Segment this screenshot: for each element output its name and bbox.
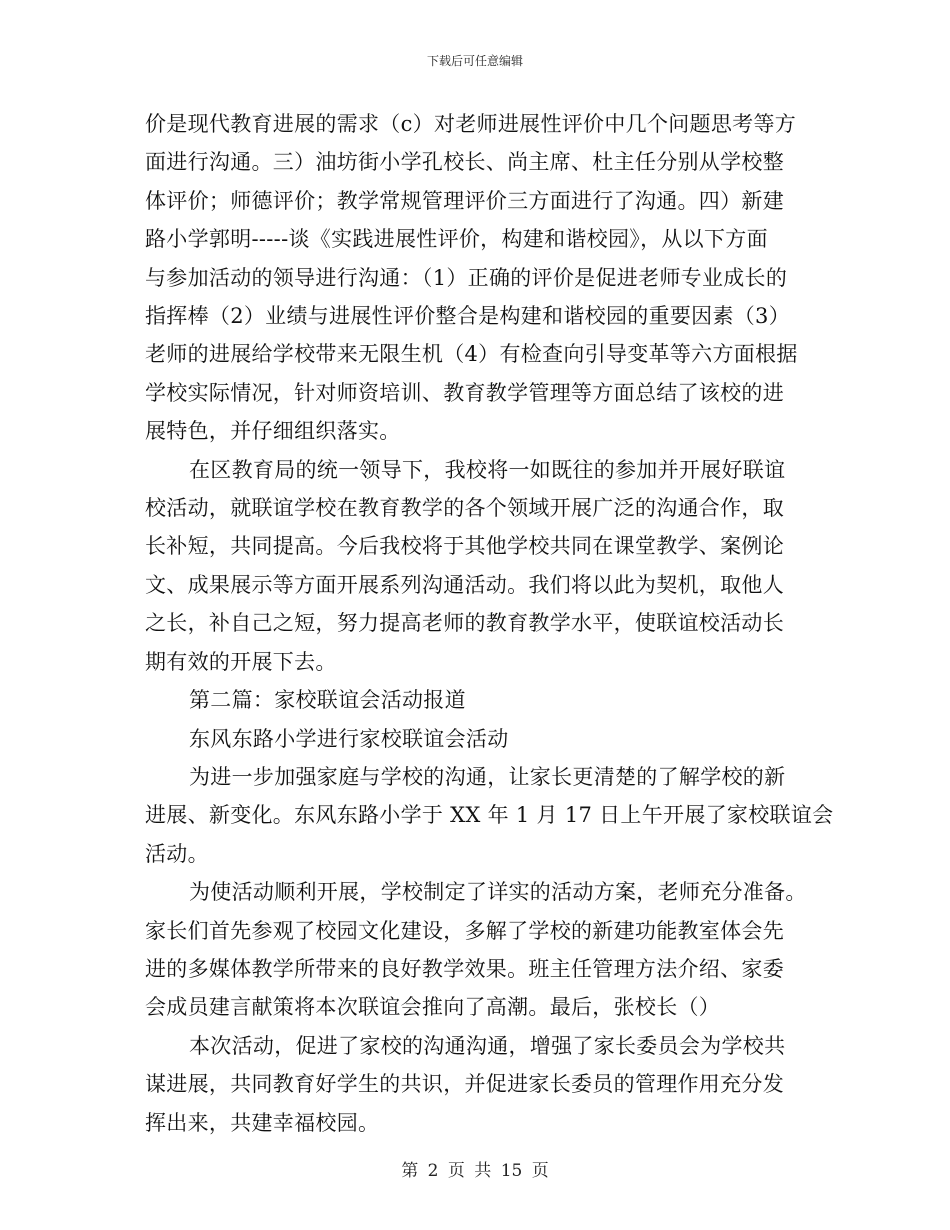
- text-line: 谋进展，共同教育好学生的共识，并促进家长委员的管理作用充分发: [145, 1072, 784, 1097]
- document-body: [145, 105, 834, 1142]
- text-line: 进展、新变化。东风东路小学于 XX 年 1 月 17 日上午开展了家校联谊会: [145, 803, 834, 828]
- text-line: 第二篇：家校联谊会活动报道: [189, 688, 466, 713]
- text-line: 活动。: [145, 841, 209, 866]
- text-line: 为使活动顺利开展，学校制定了详实的活动方案，老师充分准备。: [189, 880, 807, 905]
- text-line: 挥出来，共建幸福校园。: [145, 1110, 380, 1135]
- text-line: 展特色，并仔细组织落实。: [145, 419, 401, 444]
- page-footer: 第 2 页 共 15 页: [401, 1161, 549, 1181]
- text-line: 老师的进展给学校带来无限生机（4）有检查向引导变革等六方面根据: [145, 342, 798, 367]
- text-line: 家长们首先参观了校园文化建设，多解了学校的新建功能教室体会先: [145, 918, 784, 943]
- text-line: 在区教育局的统一领导下，我校将一如既往的参加并开展好联谊: [189, 457, 786, 482]
- text-line: 长补短，共同提高。今后我校将于其他学校共同在课堂教学、案例论: [145, 534, 784, 559]
- text-line: 期有效的开展下去。: [145, 649, 337, 674]
- text-line: 文、成果展示等方面开展系列沟通活动。我们将以此为契机，取他人: [145, 572, 784, 597]
- text-line: 为进一步加强家庭与学校的沟通，让家长更清楚的了解学校的新: [189, 764, 786, 789]
- text-line: 东风东路小学进行家校联谊会活动: [189, 726, 509, 751]
- text-line: 价是现代教育进展的需求（c）对老师进展性评价中几个问题思考等方: [145, 112, 797, 136]
- text-line: 与参加活动的领导进行沟通：（1）正确的评价是促进老师专业成长的: [145, 265, 788, 290]
- text-line: 体评价；师德评价；教学常规管理评价三方面进行了沟通。四）新建: [145, 188, 784, 213]
- text-line: 路小学郭明-----谈《实践进展性评价，构建和谐校园》，从以下方面: [145, 227, 768, 252]
- text-line: 进的多媒体教学所带来的良好教学效果。班主任管理方法介绍、家委: [145, 956, 784, 981]
- text-line: 面进行沟通。三）油坊街小学孔校长、尚主席、杜主任分别从学校整: [145, 150, 784, 175]
- text-line: 校活动，就联谊学校在教育教学的各个领域开展广泛的沟通合作，取: [145, 496, 784, 521]
- page-header: 下载后可任意编辑: [426, 54, 523, 68]
- text-line: 本次活动，促进了家校的沟通沟通，增强了家长委员会为学校共: [189, 1033, 786, 1058]
- text-line: 会成员建言献策将本次联谊会推向了高潮。最后，张校长（）: [145, 995, 721, 1020]
- text-line: 之长，补自己之短，努力提高老师的教育教学水平，使联谊校活动长: [145, 611, 784, 636]
- text-line: 指挥棒（2）业绩与进展性评价整合是构建和谐校园的重要因素（3）: [145, 304, 791, 329]
- text-line: 学校实际情况，针对师资培训、教育教学管理等方面总结了该校的进: [145, 380, 784, 405]
